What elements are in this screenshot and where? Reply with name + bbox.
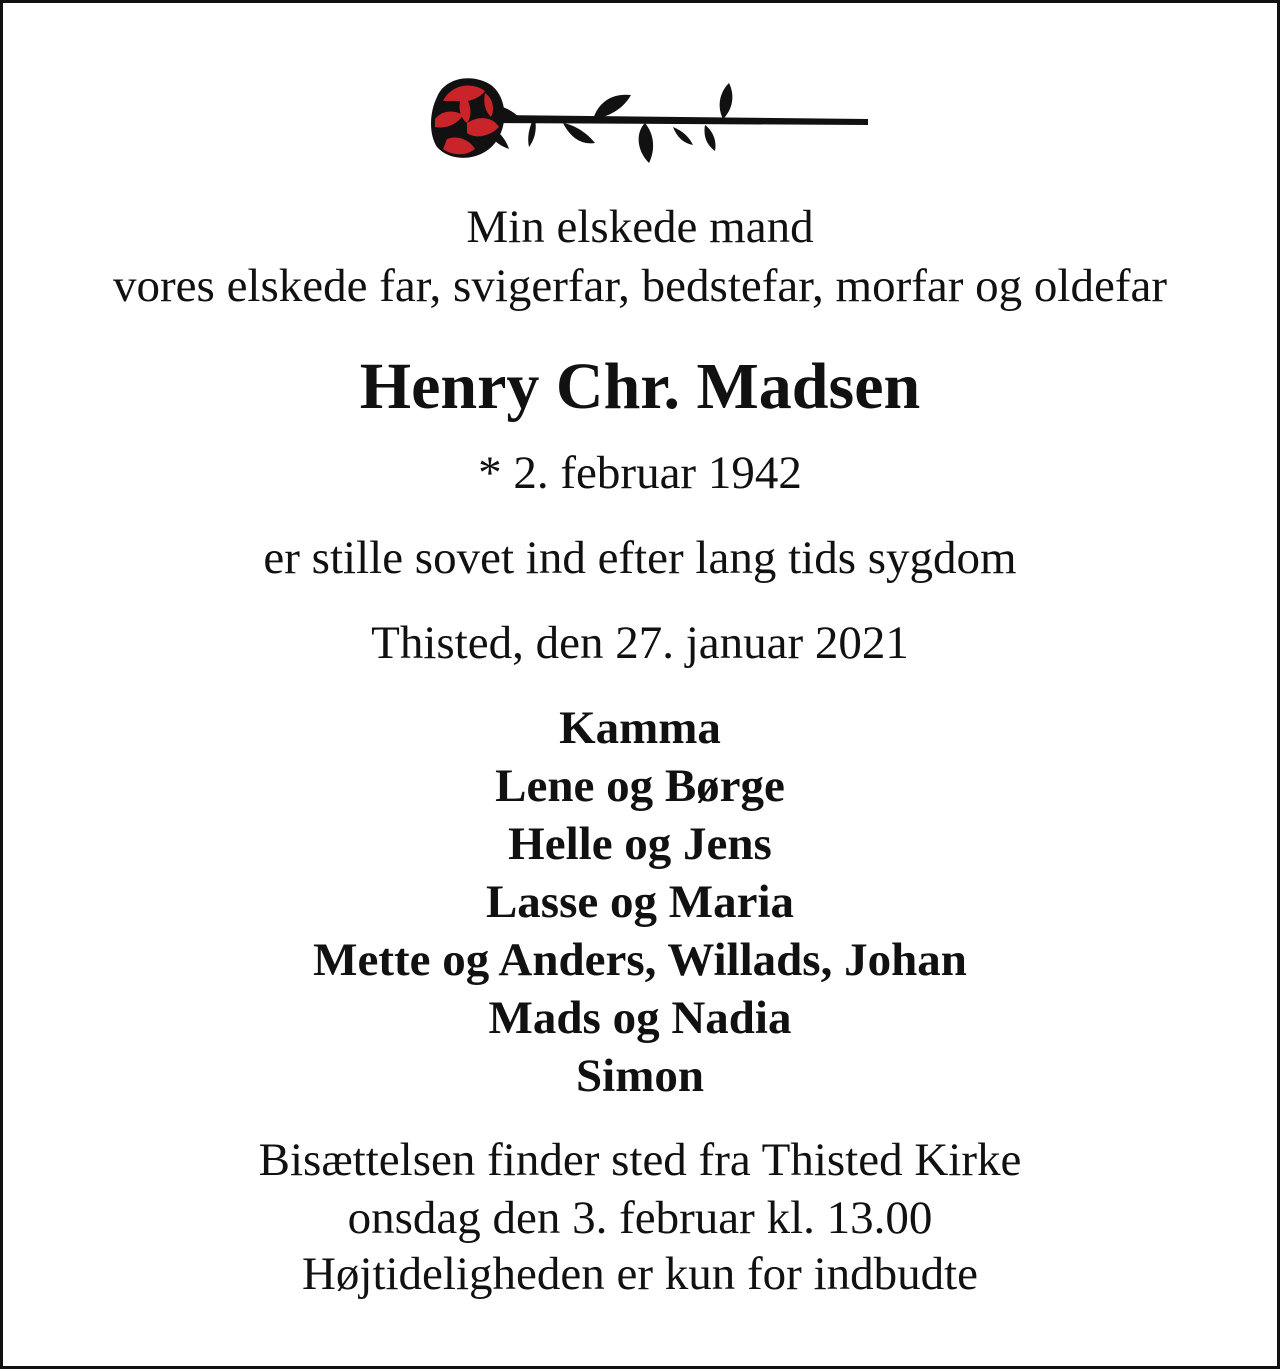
funeral-line: Bisættelsen finder sted fra Thisted Kirke [258,1134,1022,1186]
birth-date: * 2. februar 1942 [478,447,802,499]
family-member: Mads og Nadia [488,992,792,1044]
family-member: Kamma [559,702,721,754]
family-member: Lasse og Maria [485,876,795,928]
family-member: Lene og Børge [495,760,785,812]
deceased-name: Henry Chr. Madsen [359,350,921,423]
funeral-line: Højtideligheden er kun for indbudte [301,1248,979,1300]
family-member: Mette og Anders, Willads, Johan [313,934,967,986]
family-member: Helle og Jens [508,818,772,870]
funeral-line: onsdag den 3. februar kl. 13.00 [347,1192,933,1244]
passing-text: er stille sovet ind efter lang tids sygdom [263,532,1017,584]
place-date: Thisted, den 27. januar 2021 [371,617,909,669]
intro-line-1: Min elskede mand [466,201,814,253]
rose-icon [423,63,873,173]
family-member: Simon [576,1050,704,1102]
intro-line-2: vores elskede far, svigerfar, bedstefar, morfar og oldefar [113,260,1167,312]
